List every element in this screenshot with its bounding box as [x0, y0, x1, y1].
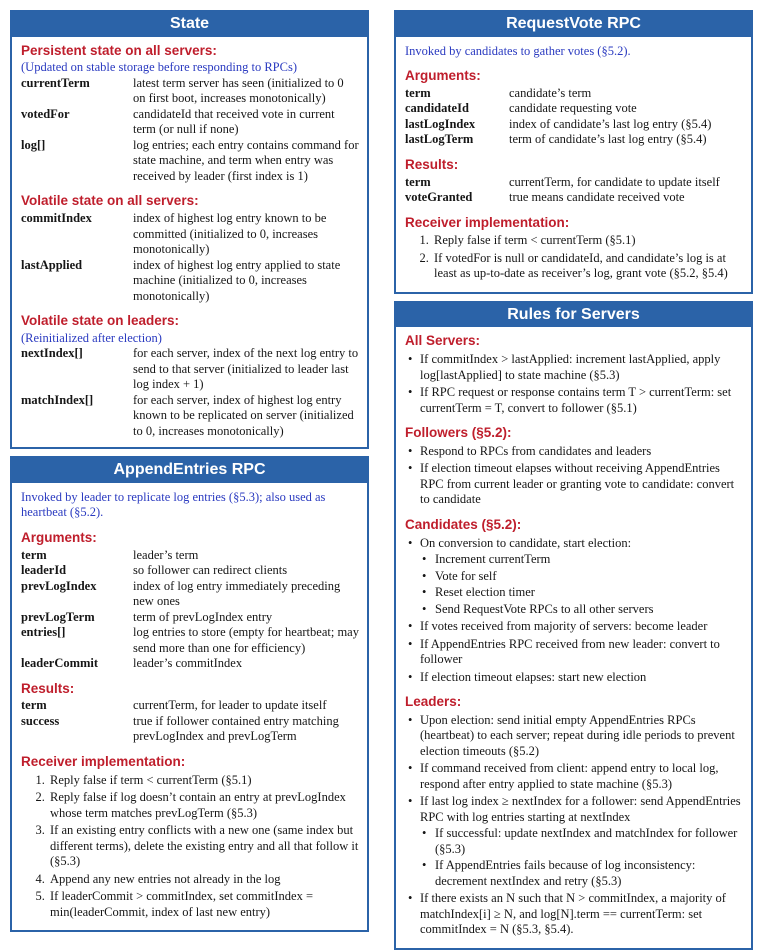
param-table — [21, 346, 359, 439]
param-table — [21, 211, 359, 304]
param-row — [21, 656, 359, 672]
section-note: (Updated on stable storage before responding to RPCs) — [21, 60, 297, 75]
param-row — [21, 625, 359, 656]
request-vote-box-body — [396, 37, 751, 292]
section-heading: Receiver implementation: — [405, 214, 570, 230]
rules-for-servers-box — [394, 301, 753, 950]
param-row — [21, 563, 359, 579]
param-description: true if follower contained entry matching prevLogIndex and prevLogTerm — [133, 713, 339, 744]
box-intro: Invoked by candidates to gather votes (§5.2). — [405, 43, 631, 58]
param-row — [21, 76, 359, 107]
param-description: candidateId that received vote in current term (or null if none) — [133, 106, 335, 137]
rule-list — [405, 352, 743, 416]
param-description: index of highest log entry known to be committed (initialized to 0, increases monotonically) — [133, 211, 327, 257]
param-row — [405, 101, 743, 117]
param-row — [21, 346, 359, 393]
section-heading: Volatile state on leaders: — [21, 313, 180, 329]
param-name: term — [21, 698, 47, 713]
param-description: for each server, index of the next log entry to send to that server (initialized to leader last log index + 1) — [133, 346, 359, 392]
section-heading: Results: — [21, 680, 75, 696]
append-entries-box-title: AppendEntries RPC — [12, 458, 367, 483]
state-box — [10, 10, 369, 449]
step-item: 1. Reply false if term < currentTerm (§5.1) — [432, 233, 743, 249]
param-description: log entries to store (empty for heartbeat; may send more than one for efficiency) — [133, 625, 359, 655]
param-row — [21, 107, 359, 138]
sub-rule-item: • If successful: update nextIndex and matchIndex for follower (§5.3) — [420, 826, 743, 857]
rule-item: • If commitIndex > lastApplied: increment lastApplied, apply log[lastApplied] to state machine (§5.3) — [405, 352, 743, 383]
param-name: entries[] — [21, 625, 66, 640]
right-column — [394, 10, 753, 950]
receiver-steps — [405, 233, 743, 282]
param-description: for each server, index of highest log entry known to be replicated on server (initialized to 0, increases monotonically) — [133, 392, 354, 438]
param-description: index of log entry immediately preceding new ones — [133, 578, 341, 609]
step-item: 2. If votedFor is null or candidateId, and candidate’s log is at least as up-to-date as receiver’s log, grant vote (§5.2, §5.4) — [432, 251, 743, 282]
rule-item: • If last log index ≥ nextIndex for a follower: send AppendEntries RPC with log entries starting at nextIndex • If successful: update nextIndex and matchIndex for follower (§5.3) • If AppendEntries fails because of log inconsistency: decrement nextIndex and retry (§5.3) — [405, 794, 743, 889]
section-heading: Arguments: — [21, 529, 97, 545]
param-description: log entries; each entry contains command for state machine, and term when entry was received by leader (first index is 1) — [133, 137, 359, 183]
rule-list — [405, 444, 743, 508]
param-row — [21, 548, 359, 564]
sub-rule-list — [420, 826, 743, 889]
section-heading: Persistent state on all servers: — [21, 42, 217, 58]
step-item: 4. Append any new entries not already in the log — [48, 872, 359, 888]
receiver-steps — [21, 773, 359, 921]
param-name: lastApplied — [21, 257, 83, 272]
left-column — [10, 10, 369, 932]
rule-item: • Respond to RPCs from candidates and leaders — [405, 444, 743, 460]
param-row — [21, 138, 359, 185]
step-item: 2. Reply false if log doesn’t contain an entry at prevLogIndex whose term matches prevLogTerm (§5.3) — [48, 790, 359, 821]
param-row — [405, 117, 743, 133]
param-description: candidate requesting vote — [509, 101, 637, 116]
param-row — [405, 132, 743, 148]
rule-item: • If RPC request or response contains term T > currentTerm: set currentTerm = T, convert to follower (§5.1) — [405, 385, 743, 416]
sub-rule-item: • Vote for self — [420, 569, 743, 585]
section-heading: Results: — [405, 156, 459, 172]
param-name: votedFor — [21, 106, 70, 121]
param-description: latest term server has seen (initialized to 0 on first boot, increases monotonically) — [133, 75, 344, 106]
section-heading: Followers (§5.2): — [405, 425, 512, 441]
param-description: term of candidate’s last log entry (§5.4) — [509, 132, 707, 147]
state-box-title: State — [12, 12, 367, 37]
rules-for-servers-box-title: Rules for Servers — [396, 303, 751, 328]
param-name: lastLogTerm — [405, 132, 474, 147]
param-table — [405, 86, 743, 148]
param-row — [405, 190, 743, 206]
param-row — [405, 86, 743, 102]
append-entries-box-body — [12, 483, 367, 930]
param-row — [21, 211, 359, 258]
sub-rule-item: • Reset election timer — [420, 585, 743, 601]
section-heading: Arguments: — [405, 68, 481, 84]
param-name: candidateId — [405, 101, 469, 116]
param-name: currentTerm — [21, 75, 90, 90]
section-heading: Receiver implementation: — [21, 753, 186, 769]
step-item: 5. If leaderCommit > commitIndex, set commitIndex = min(leaderCommit, index of last new entry) — [48, 889, 359, 920]
param-table — [21, 76, 359, 185]
rule-item: • If votes received from majority of servers: become leader — [405, 619, 743, 635]
param-table — [405, 175, 743, 206]
state-box-body — [12, 37, 367, 448]
param-description: term of prevLogIndex entry — [133, 609, 273, 624]
request-vote-box — [394, 10, 753, 294]
section-heading: All Servers: — [405, 333, 481, 349]
param-description: candidate’s term — [509, 85, 592, 100]
param-name: voteGranted — [405, 190, 473, 205]
section-note: (Reinitialized after election) — [21, 330, 162, 345]
request-vote-box-title: RequestVote RPC — [396, 12, 751, 37]
rule-item: • If AppendEntries RPC received from new leader: convert to follower — [405, 637, 743, 668]
rule-list — [405, 713, 743, 938]
sub-rule-item: • Increment currentTerm — [420, 552, 743, 568]
param-name: term — [21, 547, 47, 562]
param-table — [21, 548, 359, 672]
rule-item: • If there exists an N such that N > commitIndex, a majority of matchIndex[i] ≥ N, and log[N].term == currentTerm: set commitIndex = N (§5.3, §5.4). — [405, 891, 743, 938]
rules-for-servers-box-body — [396, 327, 751, 947]
param-name: nextIndex[] — [21, 346, 83, 361]
append-entries-box — [10, 456, 369, 932]
rule-list — [405, 536, 743, 686]
box-intro: Invoked by leader to replicate log entries (§5.3); also used as heartbeat (§5.2). — [21, 489, 326, 520]
step-item: 1. Reply false if term < currentTerm (§5.1) — [48, 773, 359, 789]
param-name: success — [21, 713, 60, 728]
param-name: leaderId — [21, 563, 67, 578]
param-name: matchIndex[] — [21, 392, 94, 407]
sub-rule-item: • Send RequestVote RPCs to all other servers — [420, 602, 743, 618]
section-heading: Candidates (§5.2): — [405, 516, 522, 532]
param-name: leaderCommit — [21, 656, 99, 671]
param-table — [21, 698, 359, 745]
param-row — [21, 714, 359, 745]
param-description: currentTerm, for leader to update itself — [133, 698, 327, 713]
param-name: term — [405, 174, 431, 189]
section-heading: Volatile state on all servers: — [21, 193, 199, 209]
param-description: so follower can redirect clients — [133, 563, 288, 578]
step-item: 3. If an existing entry conflicts with a new one (same index but different terms), delete the existing entry and all that follow it (§5.3) — [48, 823, 359, 870]
param-name: lastLogIndex — [405, 116, 476, 131]
param-description: leader’s commitIndex — [133, 656, 243, 671]
param-name: prevLogIndex — [21, 578, 97, 593]
rule-item: • If election timeout elapses: start new election — [405, 670, 743, 686]
param-name: prevLogTerm — [21, 609, 95, 624]
rule-item: • If command received from client: append entry to local log, respond after entry applied to state machine (§5.3) — [405, 761, 743, 792]
param-name: log[] — [21, 137, 46, 152]
sub-rule-item: • If AppendEntries fails because of log inconsistency: decrement nextIndex and retry (§5.3) — [420, 858, 743, 889]
rule-item: • Upon election: send initial empty AppendEntries RPCs (heartbeat) to each server; repeat during idle periods to prevent election timeouts (§5.2) — [405, 713, 743, 760]
param-row — [21, 610, 359, 626]
param-description: index of candidate’s last log entry (§5.4) — [509, 116, 712, 131]
param-row — [405, 175, 743, 191]
param-row — [21, 258, 359, 305]
param-row — [21, 393, 359, 440]
rule-item: • On conversion to candidate, start election: • Increment currentTerm • Vote for self • Reset election timer • Send RequestVote RPCs to all other servers — [405, 536, 743, 618]
param-description: leader’s term — [133, 547, 199, 562]
section-heading: Leaders: — [405, 694, 462, 710]
param-name: commitIndex — [21, 211, 92, 226]
param-description: index of highest log entry applied to state machine (initialized to 0, increases monotonically) — [133, 257, 341, 303]
sub-rule-list — [420, 552, 743, 617]
param-name: term — [405, 85, 431, 100]
param-row — [21, 698, 359, 714]
param-description: true means candidate received vote — [509, 190, 685, 205]
rule-item: • If election timeout elapses without receiving AppendEntries RPC from current leader or granting vote to candidate: convert to candidate — [405, 461, 743, 508]
param-description: currentTerm, for candidate to update itself — [509, 174, 720, 189]
param-row — [21, 579, 359, 610]
